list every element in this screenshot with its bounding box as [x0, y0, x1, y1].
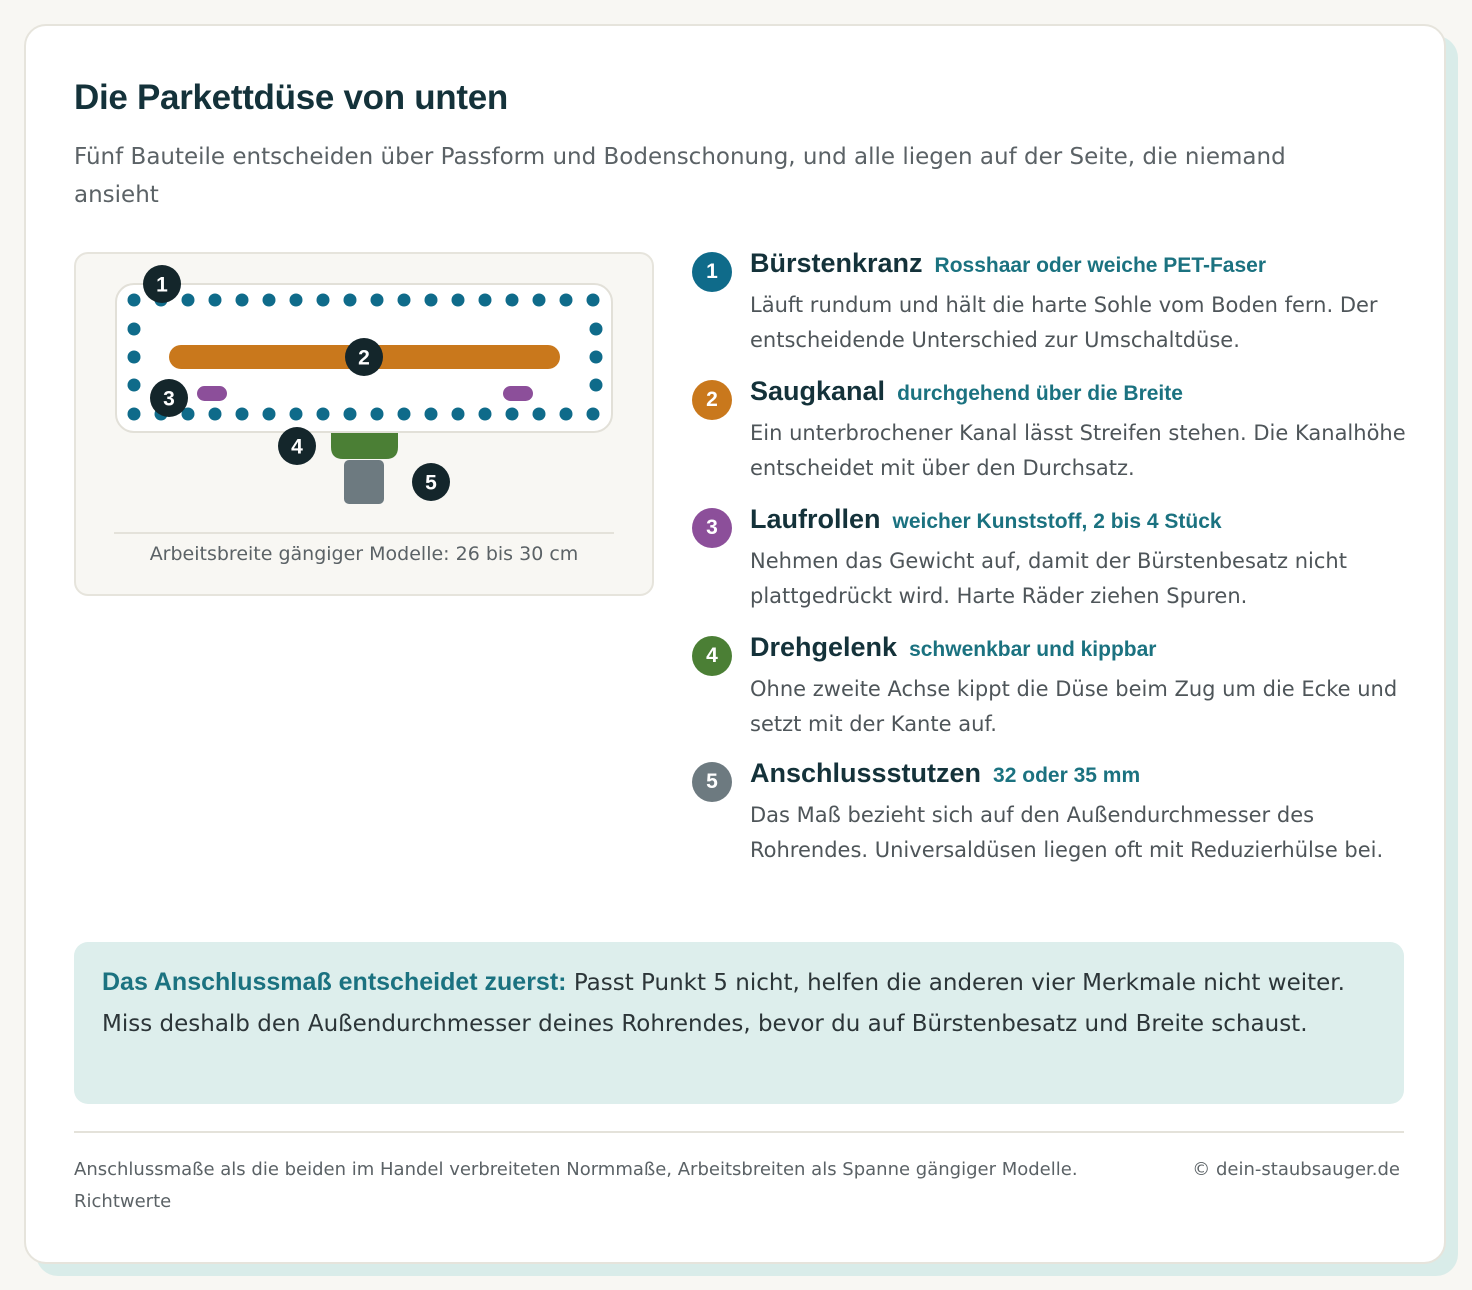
- brush-dot: [128, 323, 141, 336]
- marker-5: [412, 463, 450, 501]
- page-subtitle: Fünf Bauteile entscheiden über Passform und Bodenschonung, und alle liegen auf der Seite, die niemand ansieht: [74, 144, 1286, 208]
- brush-dot: [344, 294, 357, 307]
- marker-3-label: 3: [163, 387, 175, 411]
- brush-dot: [587, 408, 600, 421]
- brush-dot: [371, 408, 384, 421]
- brush-dot: [128, 351, 141, 364]
- brush-dot: [533, 408, 546, 421]
- marker-1: [143, 265, 181, 303]
- brush-dot: [479, 408, 492, 421]
- brush-dot: [236, 408, 249, 421]
- callout-text: [102, 962, 1376, 1045]
- brush-dot: [290, 408, 303, 421]
- part-number-badge: 2: [692, 380, 732, 420]
- brush-dot: [590, 323, 603, 336]
- footer-note: Anschlussmaße als die beiden im Handel verbreiteten Normmaße, Arbeitsbreiten als Spanne gängiger Modelle. Richtwerte: [74, 1159, 1078, 1212]
- part-description: Ohne zweite Achse kippt die Düse beim Zug um die Ecke und setzt mit der Kante auf.: [750, 677, 1398, 736]
- brush-dot: [263, 408, 276, 421]
- brush-dot: [236, 294, 249, 307]
- brush-dot: [209, 294, 222, 307]
- brush-dot: [587, 294, 600, 307]
- part-description: Ein unterbrochener Kanal lässt Streifen stehen. Die Kanalhöhe entscheidet mit über den Durchsatz.: [750, 421, 1406, 480]
- callout-body: Passt Punkt 5 nicht, helfen die anderen vier Merkmale nicht weiter. Miss deshalb den Außendurchmesser deines Rohrendes, bevor du auf Bürstenbesatz und Breite schaust.: [102, 970, 1345, 1037]
- brush-dot: [560, 408, 573, 421]
- diagram-caption: Arbeitsbreite gängiger Modelle: 26 bis 30 cm: [149, 543, 579, 565]
- part-description: Läuft rundum und hält die harte Sohle vom Boden fern. Der entscheidende Unterschied zur Umschaltdüse.: [750, 293, 1378, 352]
- brush-dot: [128, 408, 141, 421]
- nozzle-diagram: [74, 252, 654, 596]
- brush-dot: [398, 294, 411, 307]
- part-tag: 32 oder 35 mm: [993, 764, 1141, 787]
- marker-1-label: 1: [156, 273, 168, 297]
- brush-dot: [317, 408, 330, 421]
- swivel-joint: [331, 433, 398, 459]
- brush-dot: [506, 408, 519, 421]
- part-description: Das Maß bezieht sich auf den Außendurchmesser des Rohrendes. Universaldüsen liegen oft mit Reduzierhülse bei.: [750, 803, 1384, 862]
- brush-dot: [479, 294, 492, 307]
- brush-dot: [590, 379, 603, 392]
- brush-dot: [425, 408, 438, 421]
- marker-4: [278, 427, 316, 465]
- page-title: Die Parkettdüse von unten: [74, 78, 508, 117]
- roller-right: [503, 386, 533, 401]
- part-tag: schwenkbar und kippbar: [909, 638, 1157, 661]
- part-name: Anschlussstutzen: [750, 758, 982, 788]
- part-name: Saugkanal: [750, 376, 886, 406]
- part-tag: durchgehend über die Breite: [897, 382, 1183, 405]
- brush-dot: [398, 408, 411, 421]
- brush-dot: [317, 294, 330, 307]
- brush-dot: [128, 379, 141, 392]
- part-name: Laufrollen: [750, 504, 881, 534]
- part-tag: weicher Kunststoff, 2 bis 4 Stück: [892, 510, 1222, 533]
- brush-dot: [452, 408, 465, 421]
- callout-lead: Das Anschlussmaß entscheidet zuerst:: [102, 968, 567, 996]
- marker-3: [150, 379, 188, 417]
- callout-box: [74, 942, 1404, 1104]
- diagram-divider: [114, 532, 614, 534]
- brush-dot: [209, 408, 222, 421]
- brush-dot: [452, 294, 465, 307]
- brush-dot: [533, 294, 546, 307]
- brush-dot: [290, 294, 303, 307]
- footer-divider: [74, 1131, 1404, 1133]
- brush-dot: [182, 294, 195, 307]
- roller-left: [197, 386, 227, 401]
- part-description: Nehmen das Gewicht auf, damit der Bürstenbesatz nicht plattgedrückt wird. Harte Räder ziehen Spuren.: [750, 549, 1347, 608]
- marker-2: [345, 338, 383, 376]
- info-card: [24, 24, 1446, 1264]
- connector-stub: [344, 460, 384, 504]
- brush-dot: [344, 408, 357, 421]
- part-number-badge: 5: [692, 762, 732, 802]
- marker-4-label: 4: [291, 435, 303, 459]
- brush-dot: [263, 294, 276, 307]
- brush-dot: [371, 294, 384, 307]
- part-number-badge: 3: [692, 508, 732, 548]
- part-tag: Rosshaar oder weiche PET-Faser: [934, 254, 1267, 277]
- brush-dot: [590, 351, 603, 364]
- part-number-badge: 1: [692, 252, 732, 292]
- marker-2-label: 2: [358, 346, 370, 370]
- marker-5-label: 5: [425, 471, 437, 495]
- brush-dot: [506, 294, 519, 307]
- footer-copyright: © dein-staubsauger.de: [1192, 1159, 1400, 1180]
- part-name: Bürstenkranz: [750, 248, 923, 278]
- brush-dot: [425, 294, 438, 307]
- part-name: Drehgelenk: [750, 632, 898, 662]
- part-number-badge: 4: [692, 636, 732, 676]
- brush-dot: [128, 294, 141, 307]
- brush-dot: [560, 294, 573, 307]
